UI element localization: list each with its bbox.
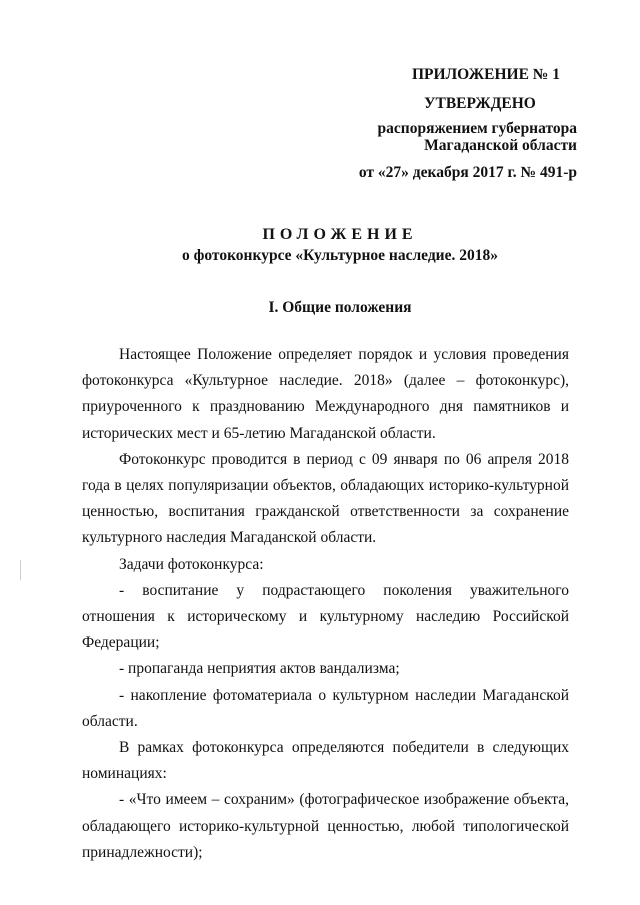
paragraph-tasks-heading: Задачи фотоконкурса: (119, 555, 264, 573)
paragraph-period: Фотоконкурс проводится в период с 09 января по 06 апреля 2018 года в целях популяризации объектов, обладающих историко-культурной ценностью, воспитания гражданской ответственности за сохранение культурного наследия Магаданской области. (82, 450, 569, 547)
scan-margin-mark (20, 560, 21, 580)
paragraph-nominations-heading: В рамках фотоконкурса определяются победители в следующих номинациях: (82, 739, 569, 783)
list-item-nomination-1: - «Что имеем – сохраним» (фотографическое изображение объекта, обладающего историко-культурной ценностью, любой типологической принадлежности); (82, 791, 569, 861)
document-title: ПОЛОЖЕНИЕ (262, 226, 418, 243)
document-body (82, 342, 569, 866)
decree-date: от «27» декабря 2017 г. № 491-р (358, 164, 577, 181)
list-item-task-1: - воспитание у подрастающего поколения уважительного отношения к историческому и культурному наследию Российской Федерации; (82, 581, 569, 652)
list-item-task-2: - пропаганда неприятия актов вандализма; (119, 660, 400, 678)
decree-line-2: Магаданской области (424, 137, 577, 154)
list-item-task-3: - накопление фотоматериала о культурном наследии Магаданской области. (82, 686, 569, 730)
decree-line-1: распоряжением губернатора (377, 120, 577, 137)
appendix-label: ПРИЛОЖЕНИЕ № 1 (412, 66, 560, 83)
approval-block (327, 66, 577, 181)
document-subtitle: о фотоконкурсе «Культурное наследие. 2018» (182, 247, 498, 264)
section-heading: I. Общие положения (268, 299, 412, 316)
approved-label: УТВЕРЖДЕНО (424, 95, 536, 112)
paragraph-intro: Настоящее Положение определяет порядок и условия проведения фотоконкурса «Культурное наследие. 2018» (далее – фотоконкурс), приуроченного к празднованию Международного дня памятников и исторических мест и 65-летию Магаданской области. (82, 346, 569, 442)
